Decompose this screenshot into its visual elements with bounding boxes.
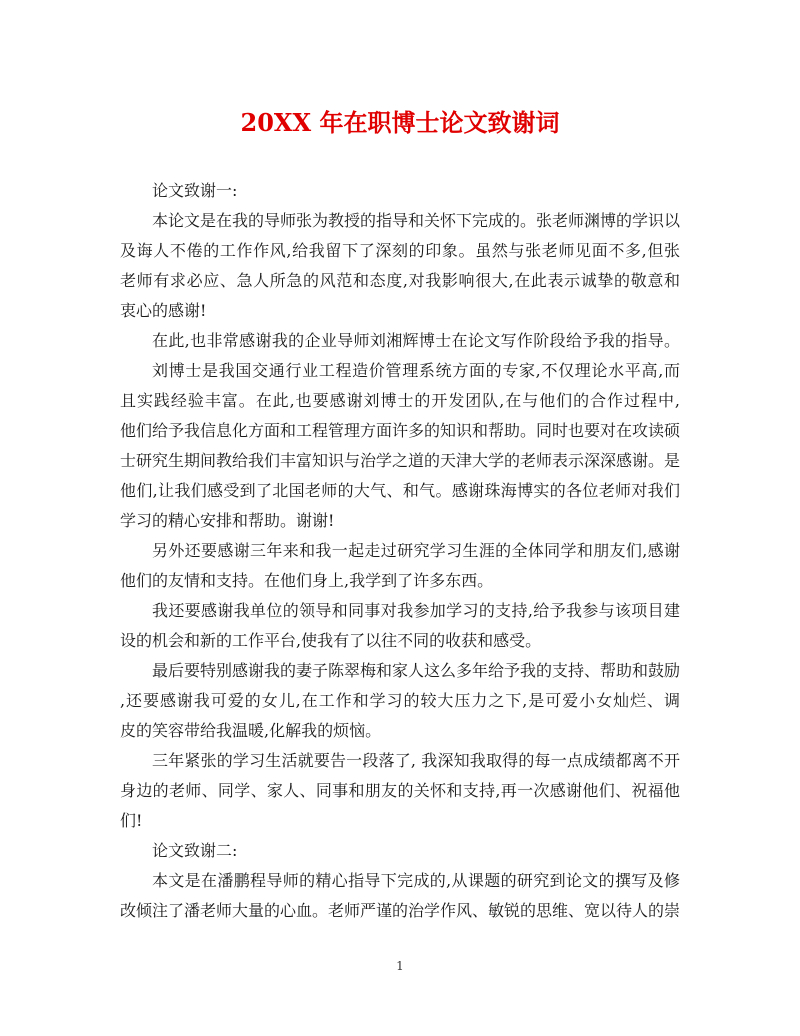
text-line: 士研究生期间教给我们丰富知识与治学之道的天津大学的老师表示深深感谢。是 xyxy=(120,451,681,470)
text-line: 老师有求必应、急人所急的风范和态度,对我影响很大,在此表示诚挚的敬意和 xyxy=(120,271,680,290)
text-line: 他们,让我们感受到了北国老师的大气、和气。感谢珠海博实的各位老师对我们 xyxy=(120,481,680,500)
text-line: 三年紧张的学习生活就要告一段落了, 我深知我取得的每一点成绩都离不开 xyxy=(152,751,680,770)
text-line: 衷心的感谢! xyxy=(120,301,207,320)
text-line: 身边的老师、同学、家人、同事和朋友的关怀和支持,再一次感谢他们、祝福他 xyxy=(120,781,680,800)
text-line: 他们给予我信息化方面和工程管理方面许多的知识和帮助。同时也要对在攻读硕 xyxy=(120,421,681,440)
text-line: 最后要特别感谢我的妻子陈翠梅和家人这么多年给予我的支持、帮助和鼓励 xyxy=(152,661,681,680)
text-line: 本文是在潘鹏程导师的精心指导下完成的,从课题的研究到论文的撰写及修 xyxy=(152,871,680,890)
text-line: 另外还要感谢三年来和我一起走过研究学习生涯的全体同学和朋友们,感谢 xyxy=(152,541,680,560)
text-line: 们! xyxy=(120,811,143,830)
page-number: 1 xyxy=(396,959,404,973)
text-line: 论文致谢一: xyxy=(152,181,238,200)
text-line: 改倾注了潘老师大量的心血。老师严谨的治学作风、敏锐的思维、宽以待人的崇 xyxy=(120,901,681,920)
text-line: 我还要感谢我单位的领导和同事对我参加学习的支持,给予我参与该项目建 xyxy=(152,601,680,620)
text-line: 皮的笑容带给我温暖,化解我的烦恼。 xyxy=(120,721,382,740)
text-line: 他们的友情和支持。在他们身上,我学到了许多东西。 xyxy=(120,571,494,590)
text-line: 在此,也非常感谢我的企业导师刘湘辉博士在论文写作阶段给予我的指导。 xyxy=(152,331,680,350)
text-line: 学习的精心安排和帮助。谢谢! xyxy=(120,511,335,530)
text-line: ,还要感谢我可爱的女儿,在工作和学习的较大压力之下,是可爱小女灿烂、调 xyxy=(120,691,680,710)
text-line: 及诲人不倦的工作作风,给我留下了深刻的印象。虽然与张老师见面不多,但张 xyxy=(120,241,680,260)
text-line: 本论文是在我的导师张为教授的指导和关怀下完成的。张老师渊博的学识以 xyxy=(152,211,681,230)
text-line: 论文致谢二: xyxy=(152,841,238,860)
document-body xyxy=(120,176,680,926)
document-title: 20XX 年在职博士论文致谢词 xyxy=(240,108,560,137)
text-line: 刘博士是我国交通行业工程造价管理系统方面的专家,不仅理论水平高,而 xyxy=(152,361,680,380)
text-line: 设的机会和新的工作平台,使我有了以往不同的收获和感受。 xyxy=(120,631,542,650)
text-line: 且实践经验丰富。在此,也要感谢刘博士的开发团队,在与他们的合作过程中, xyxy=(120,391,680,410)
